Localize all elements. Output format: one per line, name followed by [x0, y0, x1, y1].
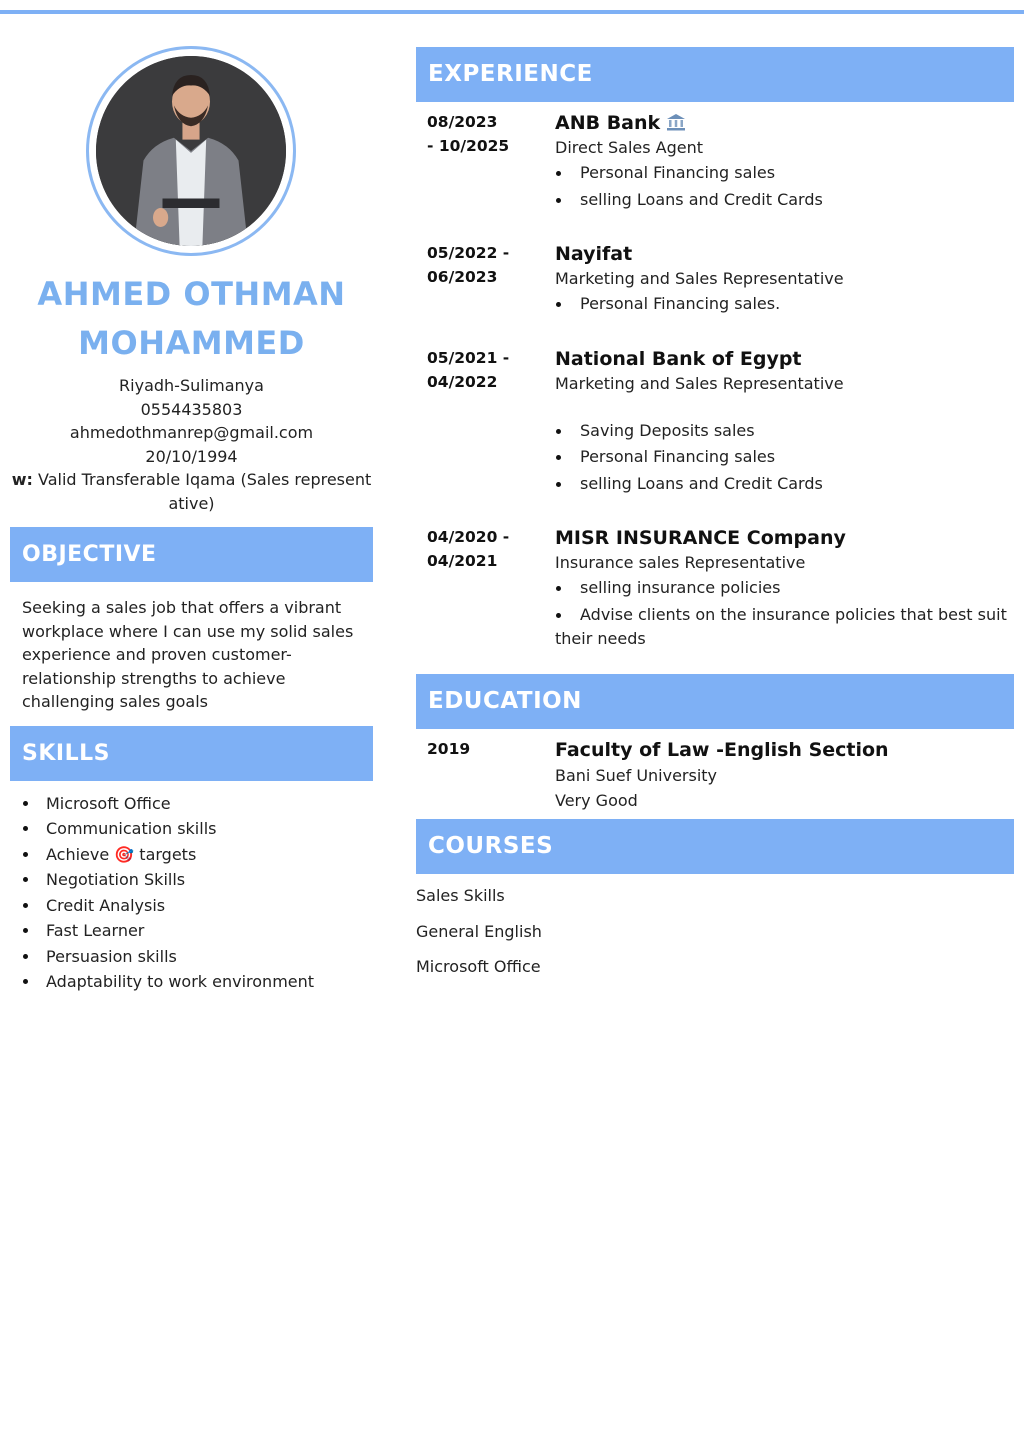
candidate-name-line2: MOHAMMED — [78, 324, 305, 362]
experience-entry — [416, 346, 1014, 498]
job-date-start: 04/2020 - — [427, 528, 510, 546]
work-status — [10, 468, 373, 492]
location-text: Riyadh-Sulimanya — [119, 376, 264, 395]
job-duty: selling insurance policies — [555, 575, 1014, 602]
job-duty: Personal Financing sales — [555, 444, 1014, 471]
education-year: 2019 — [427, 740, 471, 758]
job-dates — [416, 346, 555, 498]
job-duty: Advise clients on the insurance policies that best suit — [555, 602, 1014, 629]
education-school: Bani Suef University — [555, 766, 718, 785]
job-details — [555, 110, 1014, 213]
job-duties — [555, 418, 1014, 498]
skill-item: Fast Learner — [10, 918, 373, 944]
birthdate-text: 20/10/1994 — [145, 446, 238, 466]
job-duty: Personal Financing sales — [555, 160, 1014, 187]
job-details — [555, 346, 1014, 498]
course-item: General English — [416, 921, 542, 941]
job-role: Direct Sales Agent — [555, 138, 704, 157]
skill-item: Credit Analysis — [10, 893, 373, 919]
job-company-name: National Bank of Egypt — [555, 347, 802, 370]
course-item: Microsoft Office — [416, 957, 541, 976]
job-company — [555, 110, 1014, 136]
job-company-name: MISR INSURANCE Company — [555, 527, 846, 549]
job-role: Insurance sales Representative — [555, 553, 806, 572]
job-date-end: 04/2022 — [427, 372, 498, 391]
objective-heading: OBJECTIVE — [10, 527, 373, 582]
job-duty-continuation: their needs — [555, 629, 646, 648]
education-heading: EDUCATION — [416, 674, 1014, 729]
job-dates — [416, 241, 555, 318]
profile-photo-illustration — [96, 56, 286, 246]
contact-info — [10, 374, 373, 515]
courses-list — [416, 878, 1014, 985]
work-status-line2: ative) — [168, 493, 215, 513]
job-duty: selling Loans and Credit Cards — [555, 187, 1014, 214]
skills-heading: SKILLS — [10, 726, 373, 781]
job-role: Marketing and Sales Representative — [555, 269, 844, 288]
job-date-end: - 10/2025 — [427, 137, 510, 155]
left-column — [10, 46, 373, 995]
objective-text: Seeking a sales job that offers a vibrant workplace where I can use my solid sales experience and proven customer-relationship strengths to achieve challenging sales goals — [22, 598, 354, 711]
skill-item: Negotiation Skills — [10, 867, 373, 893]
skill-item: Adaptability to work environment — [10, 969, 373, 995]
job-duty: selling Loans and Credit Cards — [555, 471, 1014, 498]
skill-item: Communication skills — [10, 816, 373, 842]
job-date-start: 08/2023 — [427, 113, 498, 131]
job-date-end: 04/2021 — [427, 552, 498, 570]
job-duties — [555, 291, 1014, 318]
job-duty: Personal Financing sales. — [555, 291, 1014, 318]
education-details — [555, 737, 1014, 813]
email-text: ahmedothmanrep@gmail.com — [69, 423, 314, 442]
skills-list — [10, 791, 373, 995]
job-dates — [416, 110, 555, 213]
work-status-line1: Valid Transferable Iqama (Sales represent — [32, 470, 372, 489]
profile-photo — [96, 56, 286, 246]
phone-text: 0554435803 — [140, 399, 243, 419]
experience-entry — [416, 110, 1014, 213]
experience-heading: EXPERIENCE — [416, 47, 1014, 102]
candidate-name-line1: AHMED OTHMAN — [37, 275, 346, 313]
job-date-end: 06/2023 — [427, 268, 498, 286]
job-duties — [555, 160, 1014, 213]
top-accent-rule — [0, 10, 1024, 14]
job-details — [555, 241, 1014, 318]
job-company-name: Nayifat — [555, 243, 633, 265]
courses-heading: COURSES — [416, 819, 1014, 874]
work-status-label: w: — [11, 470, 33, 489]
job-details — [555, 525, 1014, 650]
right-column — [416, 47, 1014, 985]
experience-entry — [416, 241, 1014, 318]
profile-photo-frame — [86, 46, 296, 256]
job-role: Marketing and Sales Representative — [555, 373, 844, 393]
job-date-start: 05/2021 - — [427, 348, 510, 367]
skill-item: Achieve 🎯 targets — [10, 842, 373, 868]
job-date-start: 05/2022 - — [427, 244, 510, 262]
job-duty: Saving Deposits sales — [555, 418, 1014, 445]
education-grade: Very Good — [555, 791, 638, 810]
skill-item: Persuasion skills — [10, 944, 373, 970]
job-duties — [555, 575, 1014, 628]
job-dates — [416, 525, 555, 650]
education-entry — [416, 737, 1014, 813]
skill-item: Microsoft Office — [10, 791, 373, 817]
experience-entry — [416, 525, 1014, 650]
course-item: Sales Skills — [416, 886, 505, 905]
job-company-name: ANB Bank — [555, 112, 661, 134]
candidate-name — [10, 270, 373, 368]
bank-icon — [666, 113, 686, 131]
education-degree: Faculty of Law -English Section — [555, 739, 889, 761]
